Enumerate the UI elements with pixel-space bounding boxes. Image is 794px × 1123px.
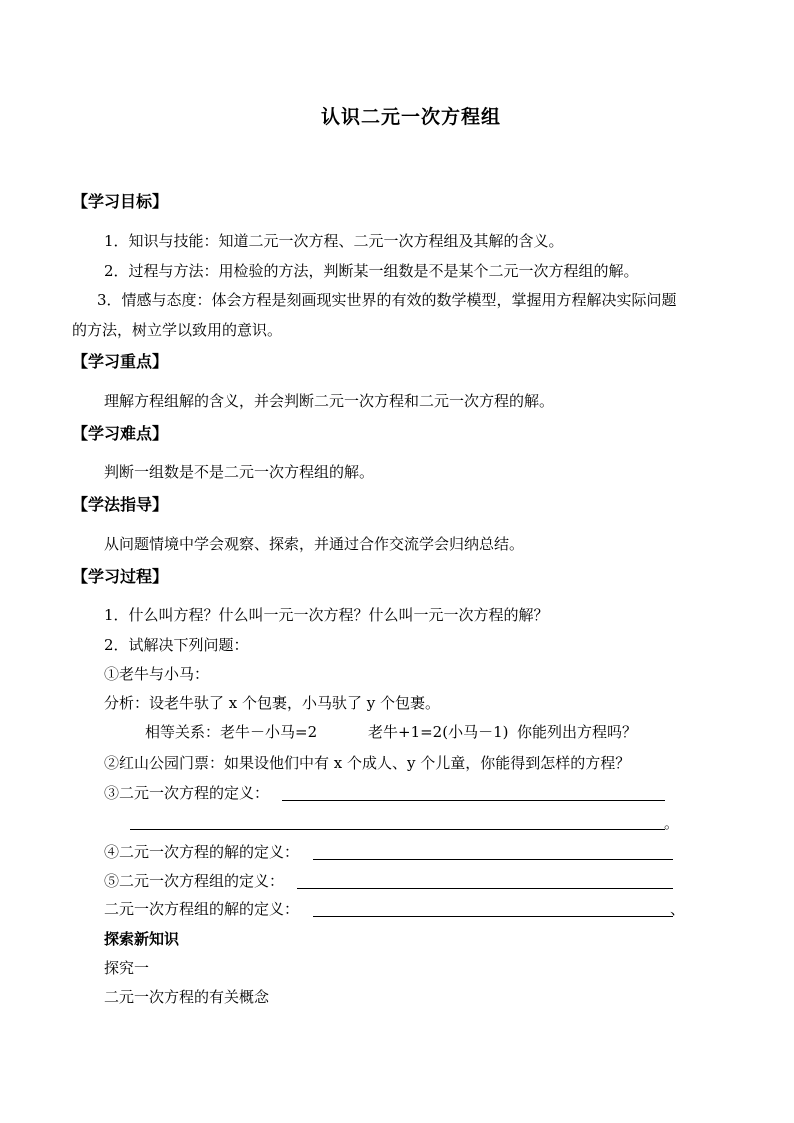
- problem-2: ②红山公园门票：如果设他们中有 x 个成人、y 个儿童，你能得到怎样的方程？: [104, 754, 631, 772]
- definition-3-blank-line-2[interactable]: [130, 829, 665, 830]
- section-heading-process: 【学习过程】: [72, 567, 169, 586]
- problem-1-title: ①老牛与小马：: [104, 665, 210, 683]
- goal-item-2: 2．过程与方法：用检验的方法，判断某一组数是不是某个二元一次方程组的解。: [104, 262, 639, 280]
- key-points-text: 理解方程组解的含义，并会判断二元一次方程和二元一次方程的解。: [104, 392, 555, 410]
- section-heading-difficulties: 【学习难点】: [72, 424, 169, 443]
- relation-b: 老牛+1=2(小马－1): [368, 723, 509, 741]
- definition-3-end-mark: 。: [664, 814, 680, 832]
- relation-a: 相等关系：老牛－小马=2: [145, 723, 318, 741]
- section-heading-key-points: 【学习重点】: [72, 352, 169, 371]
- definition-5-blank-line[interactable]: [297, 888, 673, 889]
- definition-3-label: ③二元一次方程的定义：: [104, 784, 270, 802]
- process-question-2: 2．试解决下列问题：: [104, 636, 249, 654]
- goal-item-3-line-2: 的方法，树立学以致用的意识。: [72, 321, 283, 339]
- goal-item-3-line-1: 3．情感与态度：体会方程是刻画现实世界的有效的数学模型，掌握用方程解决实际问题: [97, 291, 677, 309]
- definition-3-blank-line-1[interactable]: [282, 800, 665, 801]
- difficulties-text: 判断一组数是不是二元一次方程组的解。: [104, 463, 375, 481]
- explore-heading: 探索新知识: [104, 930, 180, 948]
- process-question-1: 1．什么叫方程？什么叫一元一次方程？什么叫一元一次方程的解？: [104, 606, 549, 624]
- goal-item-1: 1．知识与技能：知道二元一次方程、二元一次方程组及其解的含义。: [104, 232, 564, 250]
- definition-4-label: ④二元一次方程的解的定义：: [104, 843, 300, 861]
- section-heading-method: 【学法指导】: [72, 495, 169, 514]
- definition-6-end-mark: 、: [670, 900, 686, 918]
- definition-4-blank-line[interactable]: [313, 859, 673, 860]
- page-title: 认识二元一次方程组: [321, 106, 502, 128]
- section-heading-goals: 【学习目标】: [72, 192, 169, 211]
- explore-subheading: 探究一: [104, 959, 150, 977]
- definition-6-label: 二元一次方程组的解的定义：: [104, 900, 300, 918]
- definition-5-label: ⑤二元一次方程组的定义：: [104, 872, 285, 890]
- definition-6-blank-line[interactable]: [313, 916, 673, 917]
- problem-1-analysis: 分析：设老牛驮了 x 个包裹，小马驮了 y 个包裹。: [104, 694, 441, 712]
- relation-question: 你能列出方程吗？: [517, 723, 638, 741]
- method-text: 从问题情境中学会观察、探索，并通过合作交流学会归纳总结。: [104, 535, 525, 553]
- explore-topic: 二元一次方程的有关概念: [104, 988, 270, 1006]
